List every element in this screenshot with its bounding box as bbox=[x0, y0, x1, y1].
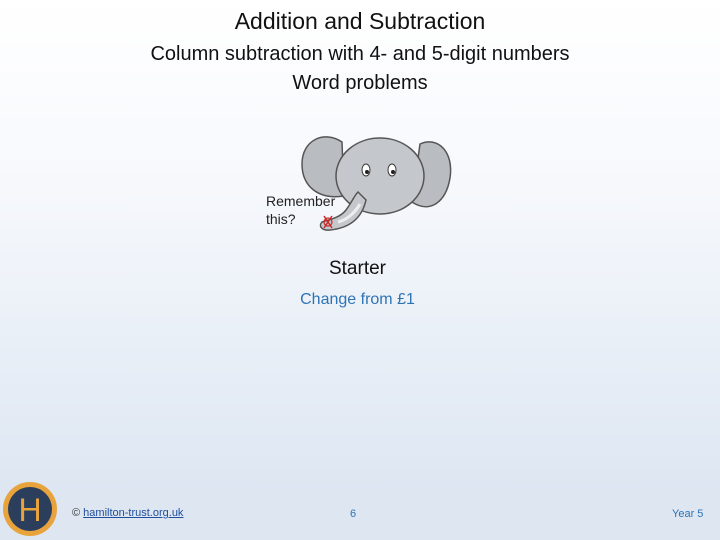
elephant-with-string-icon bbox=[262, 128, 462, 246]
subtitle: Column subtraction with 4- and 5-digit numbers bbox=[150, 43, 570, 65]
page-title: Addition and Subtraction bbox=[234, 8, 486, 34]
starter-task: Change from £1 bbox=[300, 291, 415, 308]
remember-caption: Remember this? bbox=[266, 193, 336, 227]
copyright-notice: © hamilton-trust.org.uk bbox=[72, 507, 184, 519]
page-number: 6 bbox=[350, 508, 357, 520]
starter-heading: Starter bbox=[328, 258, 387, 279]
copyright-link[interactable]: hamilton-trust.org.uk bbox=[83, 507, 184, 519]
year-label: Year 5 bbox=[672, 508, 704, 520]
subtitle-word-problems: Word problems bbox=[292, 72, 428, 94]
hamilton-logo-icon bbox=[2, 481, 58, 537]
logo-letter: H bbox=[18, 492, 42, 528]
remember-this-illustration bbox=[262, 128, 462, 246]
